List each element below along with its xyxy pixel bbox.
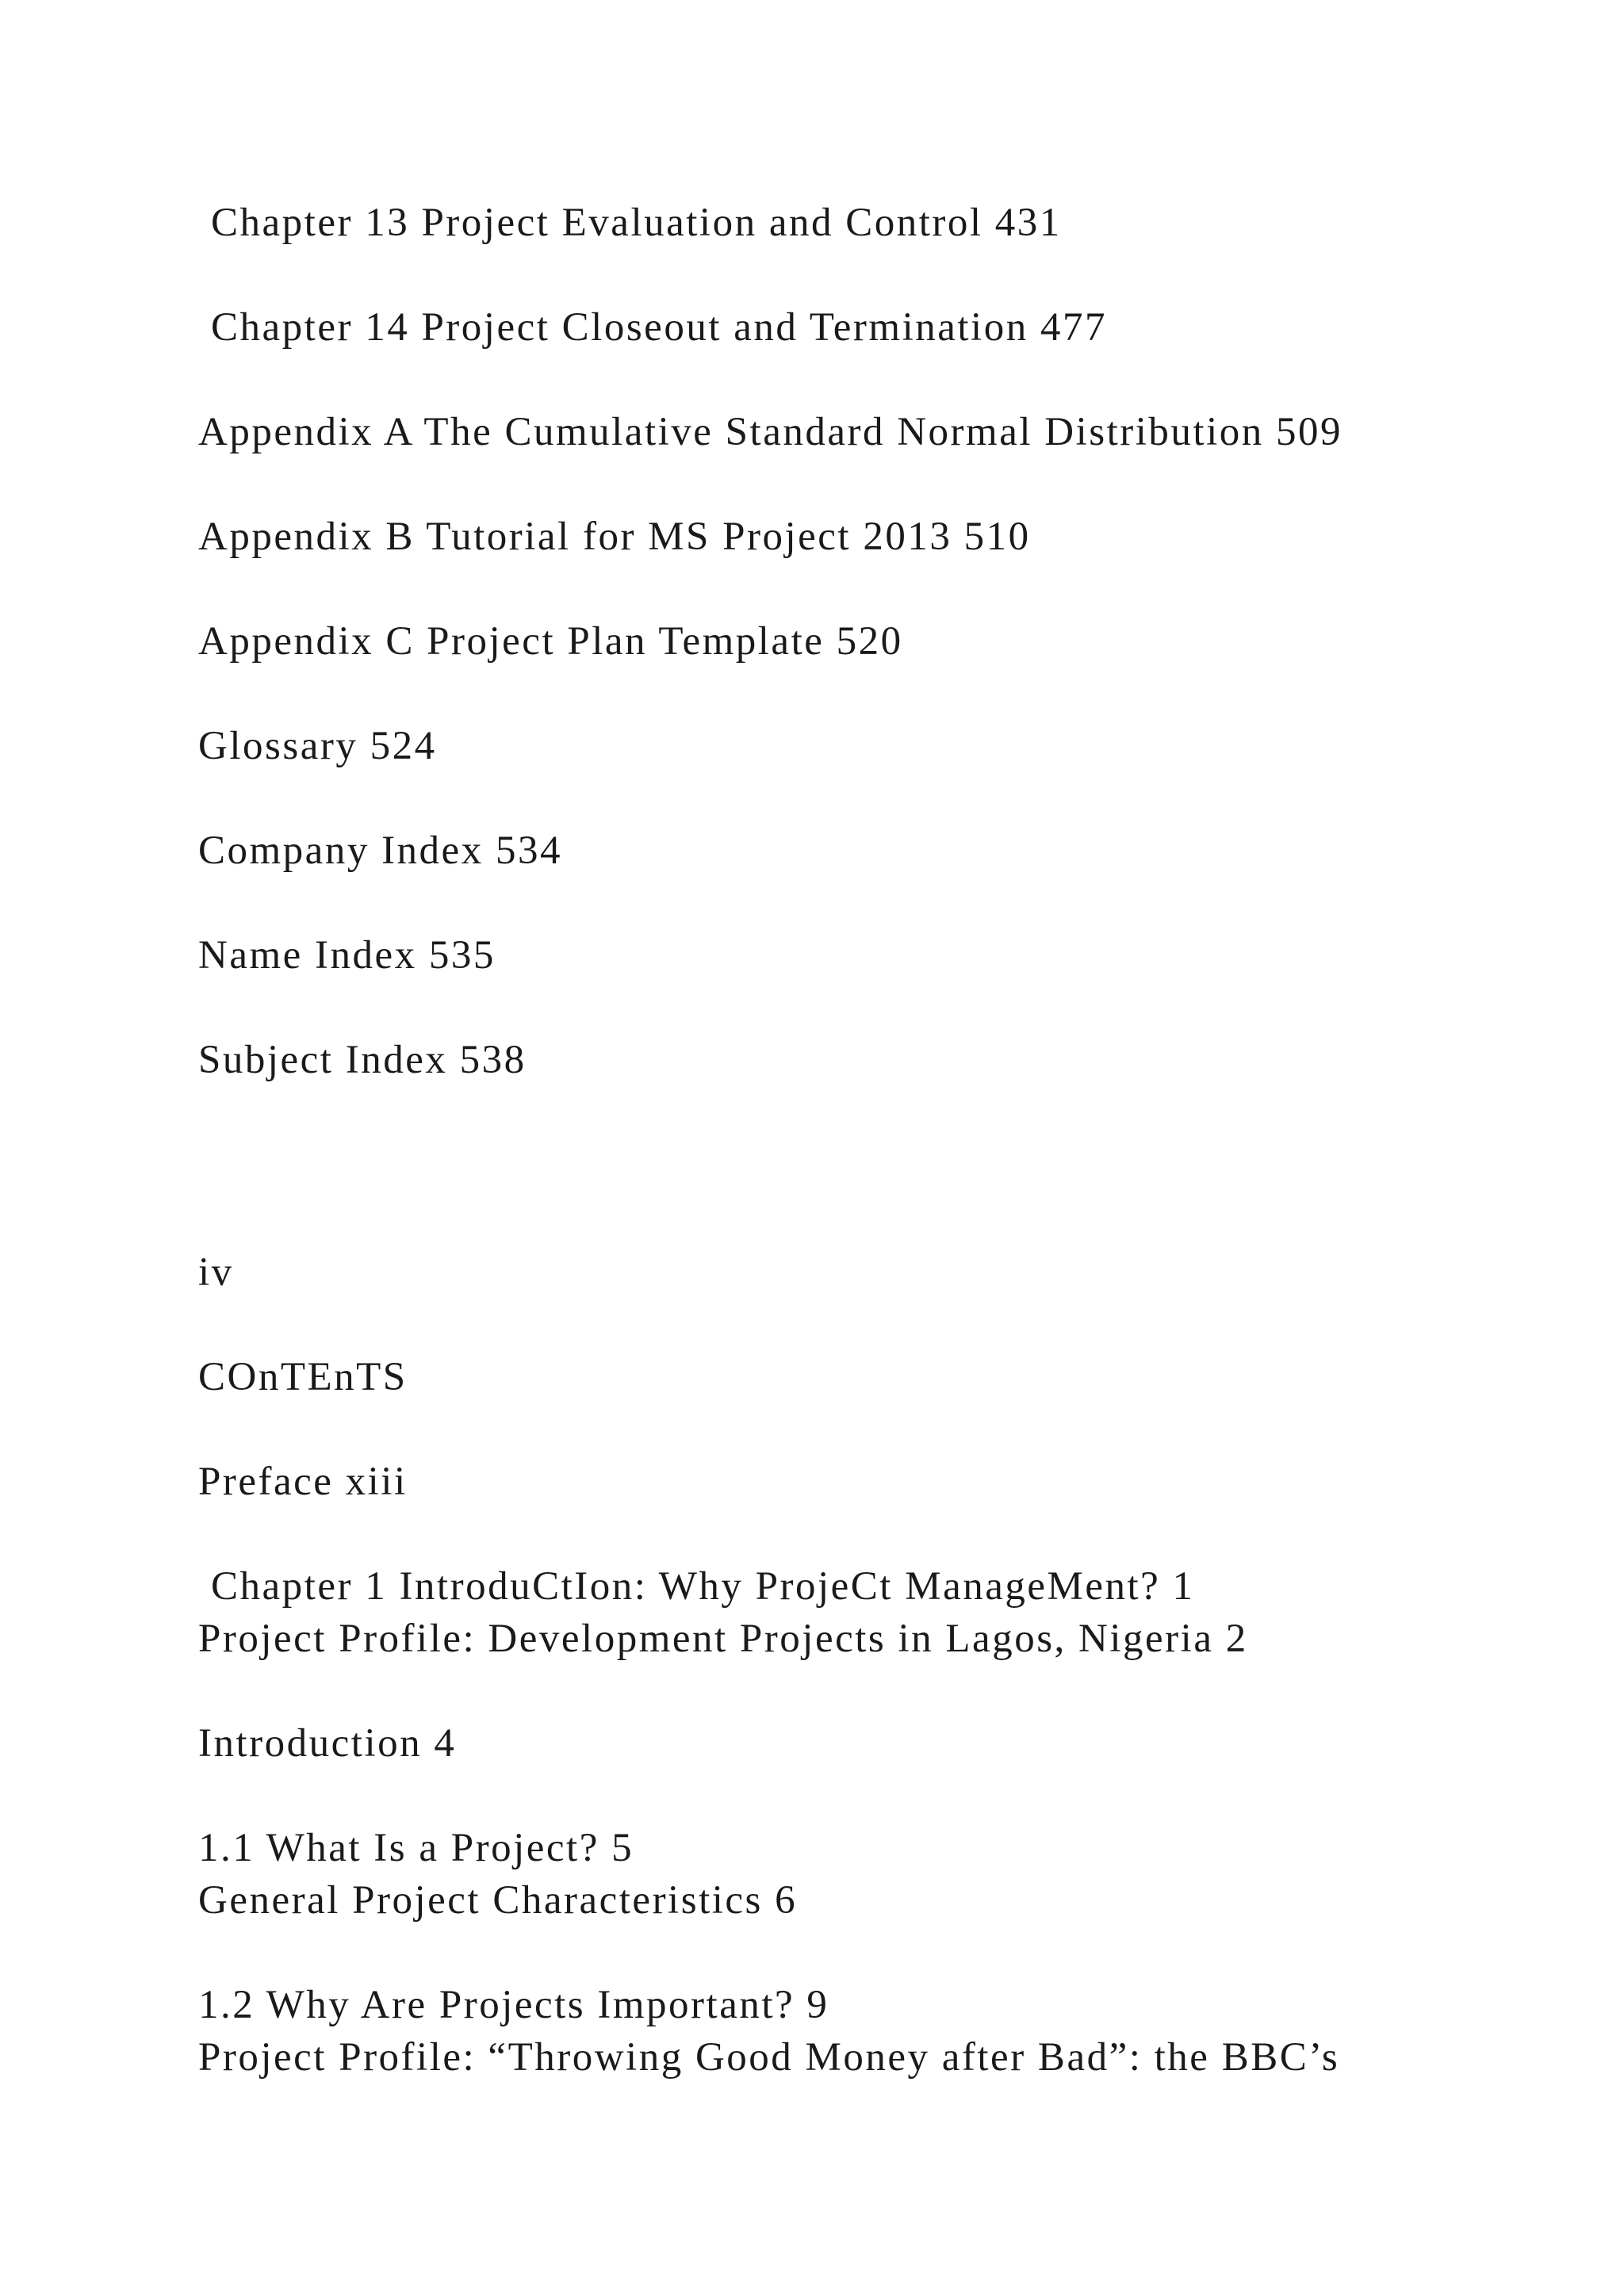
- toc-entry-preface: Preface xiii: [198, 1460, 408, 1504]
- toc-entry-project-profile-bbc: Project Profile: “Throwing Good Money after Bad”: the BBC’s: [198, 2035, 1340, 2080]
- toc-entry-appendix-c: Appendix C Project Plan Template 520: [198, 619, 903, 664]
- toc-entry-introduction: Introduction 4: [198, 1721, 457, 1766]
- toc-entry-appendix-b: Appendix B Tutorial for MS Project 2013 510: [198, 515, 1031, 559]
- toc-entry-appendix-a: Appendix A The Cumulative Standard Normal Distribution 509: [198, 410, 1343, 454]
- toc-entry-company-index: Company Index 534: [198, 828, 562, 873]
- toc-entry-chapter-14: Chapter 14 Project Closeout and Termination 477: [211, 305, 1107, 350]
- toc-entry-project-profile-lagos: Project Profile: Development Projects in Lagos, Nigeria 2: [198, 1617, 1248, 1661]
- toc-entry-section-1-1: 1.1 What Is a Project? 5: [198, 1826, 634, 1870]
- page-number: iv: [198, 1250, 234, 1295]
- toc-entry-chapter-13: Chapter 13 Project Evaluation and Control 431: [211, 201, 1062, 245]
- toc-entry-section-1-2: 1.2 Why Are Projects Important? 9: [198, 1983, 829, 2027]
- toc-entry-chapter-1: Chapter 1 IntroduCtIon: Why ProjeCt ManageMent? 1: [211, 1564, 1195, 1609]
- contents-heading: COnTEnTS: [198, 1355, 408, 1399]
- toc-entry-name-index: Name Index 535: [198, 933, 496, 978]
- toc-entry-general-characteristics: General Project Characteristics 6: [198, 1878, 798, 1923]
- toc-entry-glossary: Glossary 524: [198, 724, 437, 768]
- toc-entry-subject-index: Subject Index 538: [198, 1038, 527, 1082]
